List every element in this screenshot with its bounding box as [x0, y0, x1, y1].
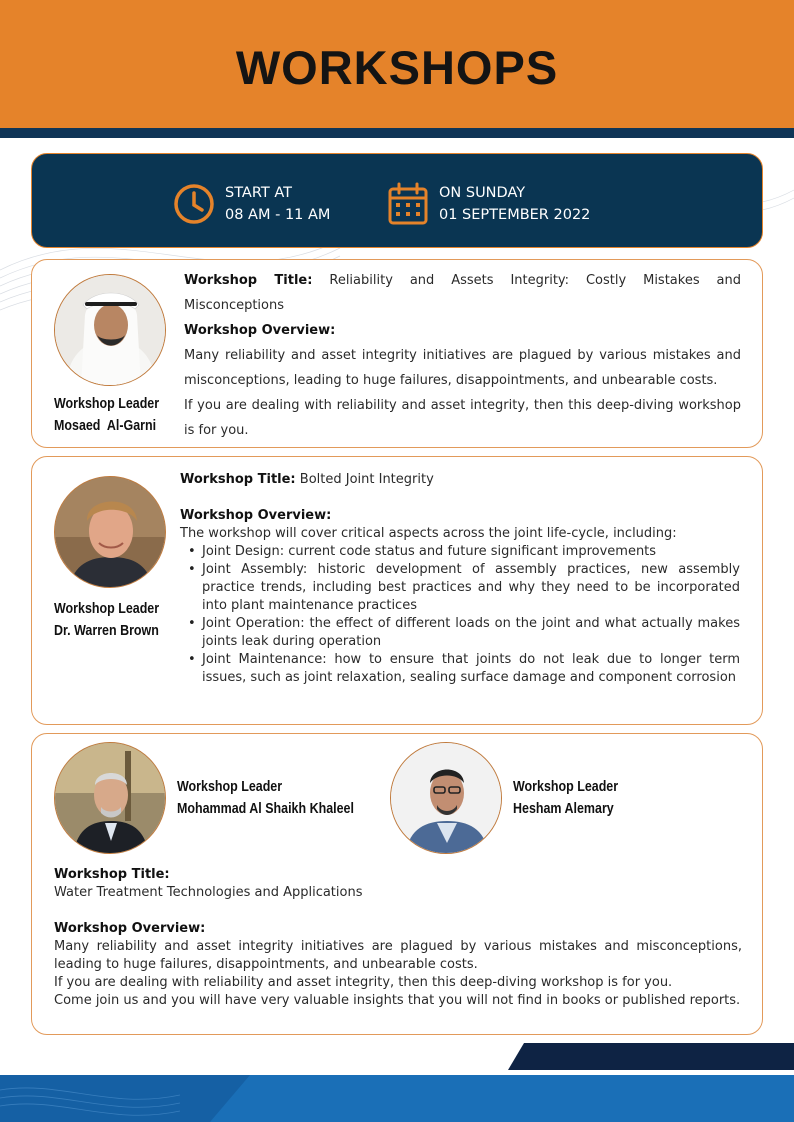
workshop-card-1	[31, 259, 763, 448]
leader-role: Workshop Leader	[54, 601, 160, 617]
avatar-mohammad	[54, 742, 166, 854]
avatar-mosaed	[54, 274, 166, 386]
title-value: Water Treatment Technologies and Applications	[54, 885, 363, 900]
page-title: WORKSHOPS	[235, 41, 559, 94]
clock-icon	[173, 183, 215, 225]
title-label: Workshop Title:	[180, 472, 296, 487]
leader-name: Dr. Warren Brown	[54, 623, 159, 639]
date-value: 01 SEPTEMBER 2022	[439, 207, 591, 223]
leader-label-3b	[513, 776, 618, 820]
overview-label: Workshop Overview:	[184, 323, 336, 338]
title-value: Reliability and Assets Integrity: Costly Mistakes and Misconceptions	[184, 273, 741, 313]
overview-label: Workshop Overview:	[54, 921, 206, 936]
leader-role: Workshop Leader	[54, 396, 160, 412]
workshop-details-2	[180, 471, 740, 687]
overview-paragraph: Come join us and you will have very valuable insights that you will not find in books or published reports.	[54, 993, 741, 1008]
overview-paragraph: If you are dealing with reliability and asset integrity, then this deep-diving workshop is for you.	[54, 975, 673, 990]
calendar-icon	[387, 182, 429, 226]
workshop-details-3	[54, 866, 742, 1010]
date-group	[387, 182, 590, 226]
leader-label-2	[54, 598, 159, 642]
leader-name: Mohammad Al Shaikh Khaleel	[177, 801, 354, 817]
overview-bullet-list	[186, 543, 740, 687]
header-stripe	[0, 128, 794, 138]
workshop-title	[180, 471, 740, 489]
avatar-hesham	[390, 742, 502, 854]
leader-name: Hesham Alemary	[513, 801, 614, 817]
leader-name: Mosaed Al-Garni	[54, 418, 157, 434]
list-item: • Joint Operation: the effect of different loads on the joint and what actually makes joints leak during operation	[186, 615, 740, 651]
time-value: 08 AM - 11 AM	[225, 207, 331, 223]
overview-paragraph: Many reliability and asset integrity initiatives are plagued by various mistakes and misconceptions, leading to huge failures, disappointments, and unbearable costs.	[184, 348, 741, 388]
list-item: • Joint Assembly: historic development of assembly practices, new assembly practice trends, including best practices and why they need to be incorporated into plant maintenance practices	[186, 561, 740, 615]
workshop-card-3	[31, 733, 763, 1035]
overview-paragraph: Many reliability and asset integrity initiatives are plagued by various mistakes and misconceptions, leading to huge failures, disappointments, and unbearable costs.	[54, 939, 742, 972]
workshop-card-2	[31, 456, 763, 725]
workshop-title	[184, 268, 741, 318]
leader-role: Workshop Leader	[177, 779, 283, 795]
overview-label: Workshop Overview:	[180, 508, 332, 523]
avatar-warren-brown	[54, 476, 166, 588]
overview-paragraph: If you are dealing with reliability and asset integrity, then this deep-diving workshop is for you.	[184, 398, 741, 438]
title-label: Workshop Title:	[54, 867, 170, 882]
leader-role: Workshop Leader	[513, 779, 619, 795]
leader-label-3a	[177, 776, 354, 820]
leader-label-1	[54, 393, 159, 437]
list-item: • Joint Design: current code status and future significant improvements	[186, 543, 740, 561]
list-item: • Joint Maintenance: how to ensure that joints do not leak due to longer term issues, such as joint relaxation, sealing surface damage and component corrosion	[186, 651, 740, 687]
workshop-details-1	[184, 268, 741, 443]
overview-intro: The workshop will cover critical aspects across the joint life-cycle, including:	[180, 526, 677, 541]
schedule-banner	[31, 153, 763, 248]
time-label: START AT	[225, 185, 292, 201]
date-label: ON SUNDAY	[439, 185, 526, 201]
title-value: Bolted Joint Integrity	[299, 472, 434, 487]
time-group	[173, 182, 330, 226]
title-label: Workshop Title:	[184, 273, 313, 288]
